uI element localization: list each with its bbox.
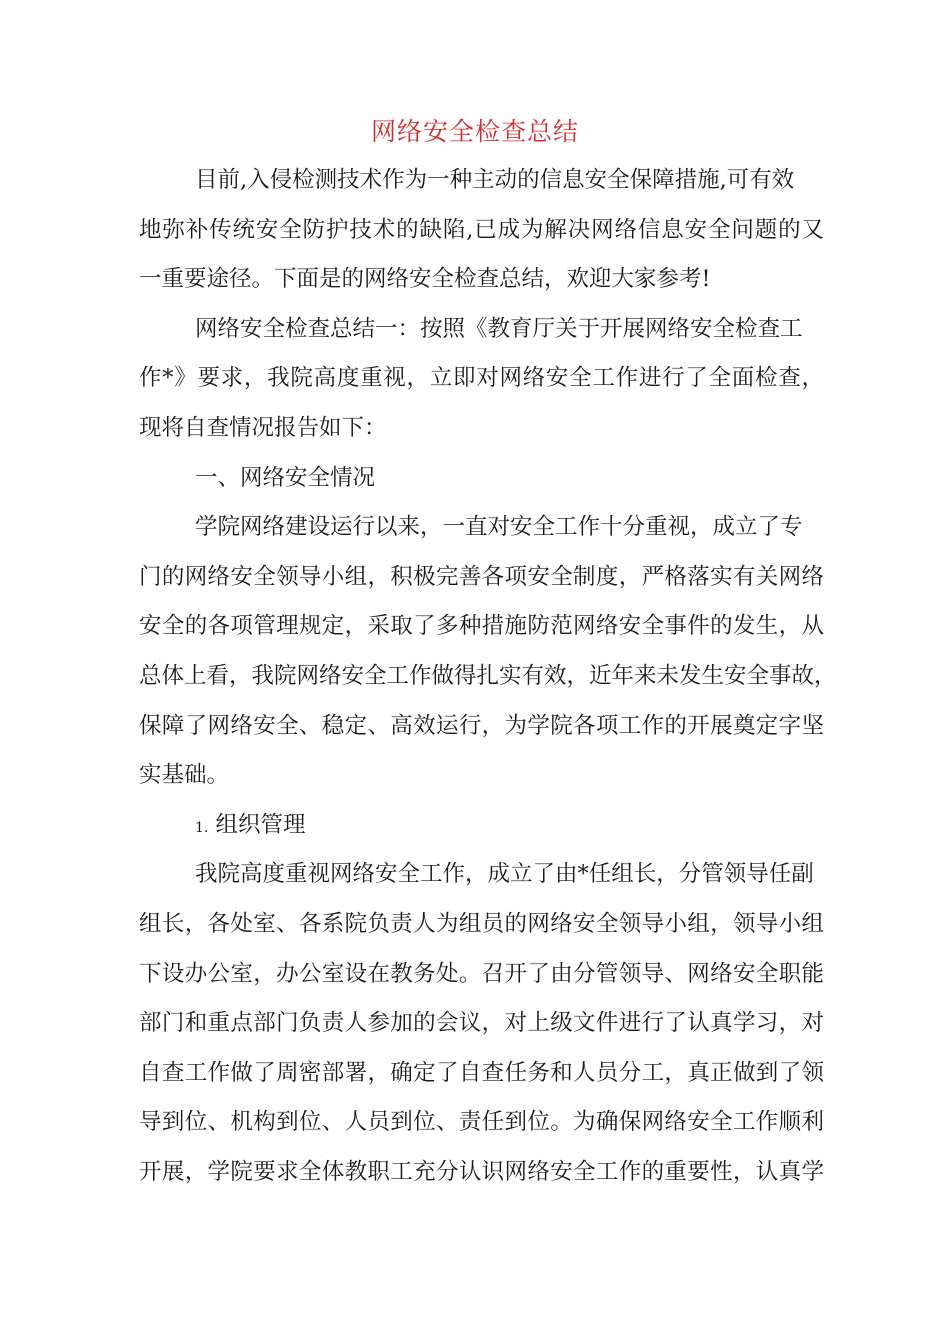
paragraph-line: 安全的各项管理规定，采取了多种措施防范网络安全事件的发生，从 <box>139 613 824 640</box>
section-heading: 一、网络安全情况 <box>195 464 376 491</box>
paragraph-line: 实基础。 <box>139 762 230 789</box>
paragraph-line: 地弥补传统安全防护技术的缺陷,已成为解决网络信息安全问题的又 <box>139 216 824 243</box>
paragraph-line: 目前,入侵检测技术作为一种主动的信息安全保障措施,可有效 <box>195 167 795 193</box>
paragraph-line: 我院高度重视网络安全工作，成立了由*任组长，分管领导任副 <box>195 861 814 888</box>
subsection-heading <box>139 801 824 851</box>
paragraph-line: 门的网络安全领导小组，积极完善各项安全制度，严格落实有关网络 <box>139 563 824 590</box>
paragraph-line: 网络安全检查总结一：按照《教育厅关于开展网络安全检查工 <box>195 315 803 342</box>
paragraph-line: 导到位、机构到位、人员到位、责任到位。为确保网络安全工作顺利 <box>139 1109 824 1136</box>
paragraph-line: 学院网络建设运行以来，一直对安全工作十分重视，成立了专 <box>195 514 803 541</box>
document-title: 网络安全检查总结 <box>370 117 579 146</box>
paragraph-line: 保障了网络安全、稳定、高效运行，为学院各项工作的开展奠定字坚 <box>139 712 824 739</box>
paragraph-line: 总体上看，我院网络安全工作做得扎实有效，近年来未发生安全事故， <box>139 662 837 689</box>
paragraph-line: 自查工作做了周密部署，确定了自查任务和人员分工，真正做到了领 <box>139 1059 824 1086</box>
subsection-number: 1. <box>195 819 209 836</box>
paragraph-line: 一重要途径。下面是的网络安全检查总结，欢迎大家参考! <box>139 266 711 293</box>
paragraph-line: 作*》要求，我院高度重视，立即对网络安全工作进行了全面检查， <box>139 365 824 392</box>
paragraph-line: 现将自查情况报告如下： <box>139 414 387 441</box>
paragraph-line: 部门和重点部门负责人参加的会议，对上级文件进行了认真学习，对 <box>139 1010 824 1037</box>
paragraph-line: 下设办公室，办公室设在教务处。召开了由分管领导、网络安全职能 <box>139 960 824 987</box>
paragraph-line: 开展，学院要求全体教职工充分认识网络安全工作的重要性，认真学 <box>139 1158 824 1185</box>
subsection-title: 组织管理 <box>215 811 306 838</box>
paragraph-line: 组长，各处室、各系院负责人为组员的网络安全领导小组，领导小组 <box>139 910 824 937</box>
document-body <box>139 156 837 1197</box>
